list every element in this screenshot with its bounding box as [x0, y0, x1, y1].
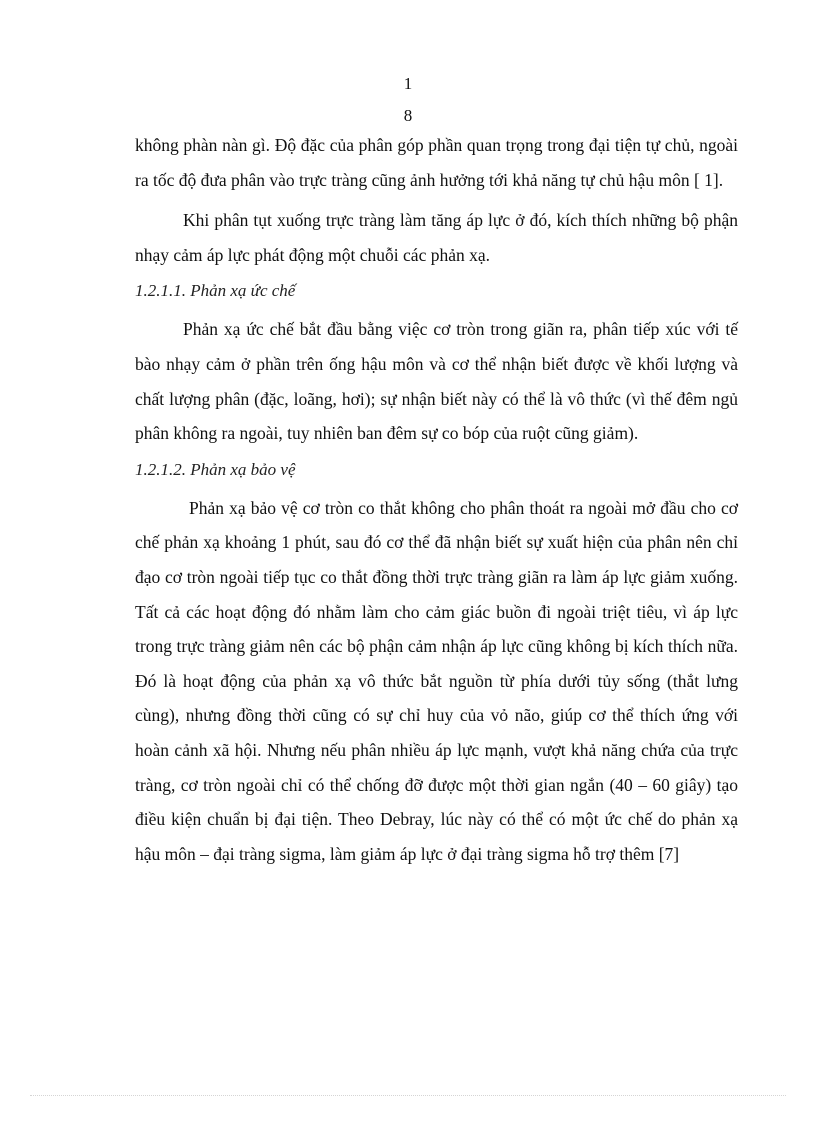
page-bottom-divider — [30, 1095, 786, 1096]
section-heading-protective-reflex: 1.2.1.2. Phản xạ bảo vệ — [135, 459, 296, 479]
paragraph-protective-reflex: Phản xạ bảo vệ cơ tròn co thắt không cho phân thoát ra ngoài mở đầu cho cơ chế phản xạ khoảng 1 phút, sau đó cơ thể đã nhận biết sự xuất hiện của phân nên chỉ đạo cơ tròn ngoài tiếp tục co thắt đồng thời trực tràng giãn ra làm áp lực giảm xuống. Tất cả các hoạt động đó nhằm làm cho cảm giác buồn đi ngoài triệt tiêu, vì áp lực trong trực tràng giảm nên các bộ phận cảm nhận áp lực cũng không bị kích thích nữa. Đó là hoạt động của phản xạ vô thức bắt nguồn từ phía dưới tủy sống (thắt lưng cùng), nhưng đồng thời cũng có sự chỉ huy của vỏ não, giúp cơ thể thích ứng với hoàn cảnh xã hội. Nhưng nếu phân nhiều áp lực mạnh, vượt khả năng chứa của trực tràng, cơ tròn ngoài chỉ có thể chống đỡ được một thời gian ngắn (40 – 60 giây) tạo điều kiện chuẩn bị đại tiện. Theo Debray, lúc này có thể có một ức chế do phản xạ hậu môn – đại tràng sigma, làm giảm áp lực ở đại tràng sigma hỗ trợ thêm [7] — [135, 497, 738, 864]
section-heading-inhibitory-reflex: 1.2.1.1. Phản xạ ức chế — [135, 281, 296, 301]
page-number-line-2: 8 — [403, 106, 413, 125]
page-number-line-1: 1 — [403, 74, 413, 93]
paragraph-inhibitory-reflex: Phản xạ ức chế bắt đầu bằng việc cơ tròn trong giãn ra, phân tiếp xúc với tế bào nhạy cảm ở phần trên ống hậu môn và cơ thể nhận biết được về khối lượng và chất lượng phân (đặc, loãng, hơi); sự nhận biết này có thể là vô thức (vì thế đêm ngủ phân không ra ngoài, tuy nhiên ban đêm sự co bóp của ruột cũng giảm). — [135, 319, 738, 444]
paragraph-descent: Khi phân tụt xuống trực tràng làm tăng áp lực ở đó, kích thích những bộ phận nhạy cảm áp lực phát động một chuỗi các phản xạ. — [135, 210, 738, 265]
paragraph-continuation: không phàn nàn gì. Độ đặc của phân góp phần quan trọng trong đại tiện tự chủ, ngoài ra tốc độ đưa phân vào trực tràng cũng ảnh hưởng tới khả năng tự chủ hậu môn [ 1]. — [135, 135, 738, 190]
body-text — [135, 128, 738, 871]
